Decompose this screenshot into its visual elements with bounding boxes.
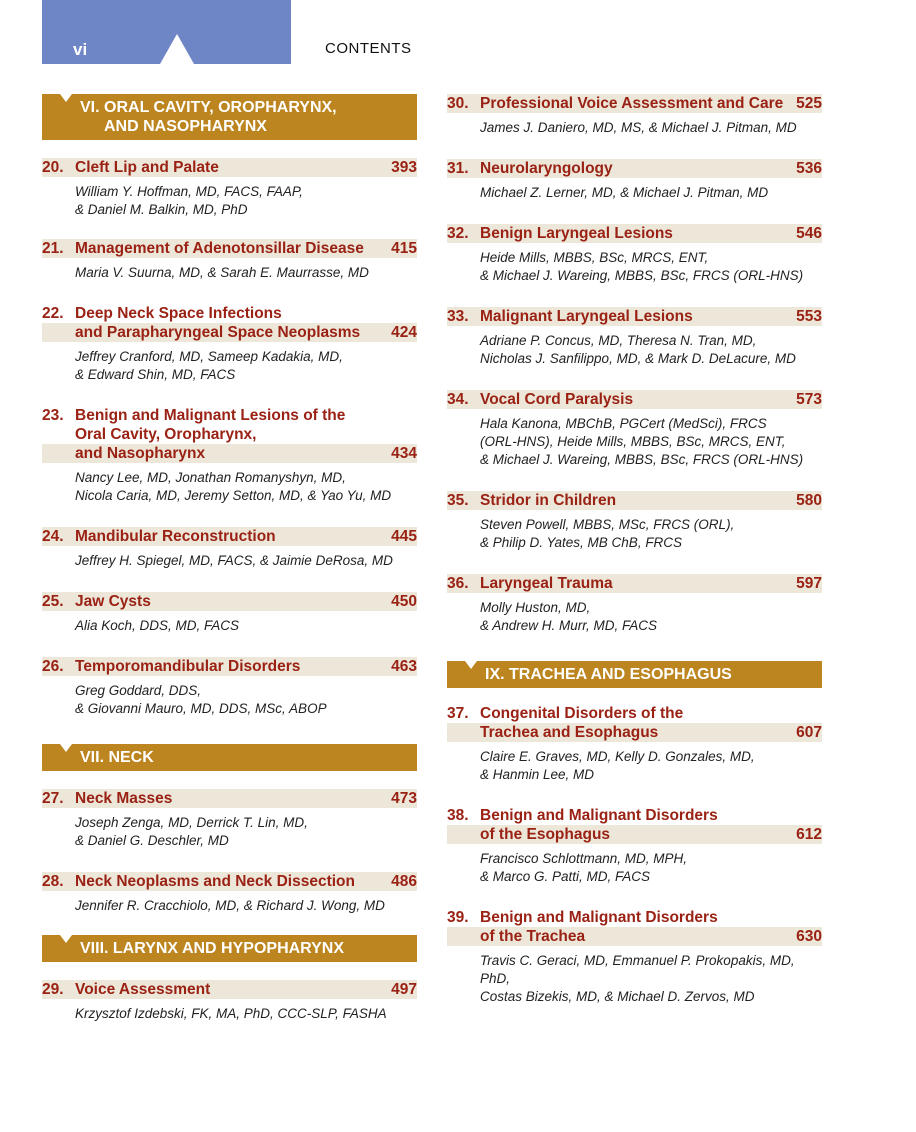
page-ref: 415 — [391, 240, 417, 257]
page-ref: 497 — [391, 981, 417, 998]
chapter-authors: Travis C. Geraci, MD, Emmanuel P. Prokopakis, MD, PhD, Costas Bizekis, MD, & Michael D. Zervos, MD — [480, 953, 795, 1004]
chapter-title-row[interactable]: 20. Cleft Lip and Palate 393 — [42, 159, 417, 176]
chapter-entry — [447, 704, 822, 784]
chapter-authors: Heide Mills, MBBS, BSc, MRCS, ENT, & Michael J. Wareing, MBBS, BSc, FRCS (ORL-HNS) — [480, 250, 804, 283]
chapter-authors: Joseph Zenga, MD, Derrick T. Lin, MD, & Daniel G. Deschler, MD — [75, 815, 308, 848]
chapter-authors: Jennifer R. Cracchiolo, MD, & Richard J. Wong, MD — [75, 898, 385, 913]
chapter-title-row[interactable]: 38. Benign and Malignant Disorders of the Esophagus 612 — [447, 807, 822, 843]
chapter-authors: Krzysztof Izdebski, FK, MA, PhD, CCC-SLP, FASHA — [75, 1006, 387, 1021]
page-ref: 525 — [796, 95, 822, 112]
chapter-title-row[interactable]: 35. Stridor in Children 580 — [447, 492, 822, 509]
chapter-authors: Michael Z. Lerner, MD, & Michael J. Pitman, MD — [480, 185, 769, 200]
chapter-title-row[interactable]: 31. Neurolaryngology 536 — [447, 160, 822, 177]
chapter-title-row[interactable]: 24. Mandibular Reconstruction 445 — [42, 528, 417, 545]
page-ref: 553 — [796, 308, 822, 325]
page-ref: 630 — [796, 928, 822, 945]
page-title: CONTENTS — [325, 40, 412, 57]
page-ref: 486 — [391, 873, 417, 890]
chapter-title-row[interactable]: 36. Laryngeal Trauma 597 — [447, 575, 822, 592]
chapter-entry — [42, 872, 417, 915]
chapter-title-row[interactable]: 21. Management of Adenotonsillar Disease 415 — [42, 240, 417, 257]
right-column — [447, 94, 822, 1006]
page-ref: 597 — [796, 575, 822, 592]
chapter-entry — [42, 592, 417, 635]
page-ref: 573 — [796, 391, 822, 408]
chapter-entry — [447, 94, 822, 137]
chapter-title-row[interactable]: 22. Deep Neck Space Infections and Parapharyngeal Space Neoplasms 424 — [42, 305, 417, 341]
chapter-authors: Greg Goddard, DDS, & Giovanni Mauro, MD, DDS, MSc, ABOP — [75, 683, 327, 716]
chapter-authors: Francisco Schlottmann, MD, MPH, & Marco G. Patti, MD, FACS — [480, 851, 688, 884]
section-heading: VIII. LARYNX AND HYPOPHARYNX — [42, 935, 417, 962]
chapter-title-row[interactable]: 39. Benign and Malignant Disorders of the Trachea 630 — [447, 909, 822, 945]
page-header-tab — [42, 0, 291, 64]
chapter-entry — [447, 806, 822, 886]
chapter-entry — [447, 307, 822, 368]
chapter-authors: James J. Daniero, MD, MS, & Michael J. Pitman, MD — [480, 120, 797, 135]
chapter-title-row[interactable]: 25. Jaw Cysts 450 — [42, 593, 417, 610]
chapter-title-row[interactable]: 26. Temporomandibular Disorders 463 — [42, 658, 417, 675]
section-heading: VII. NECK — [42, 744, 417, 771]
chapter-entry — [42, 406, 417, 505]
chapter-entry — [447, 159, 822, 202]
page-number: vi — [73, 40, 88, 59]
chapter-entry — [447, 908, 822, 1006]
chapter-entry — [447, 574, 822, 635]
page-ref: 445 — [391, 528, 417, 545]
chapter-authors: William Y. Hoffman, MD, FACS, FAAP, & Daniel M. Balkin, MD, PhD — [75, 184, 303, 217]
chapter-title-row[interactable]: 28. Neck Neoplasms and Neck Dissection 486 — [42, 873, 417, 890]
chapter-entry — [42, 527, 417, 570]
chapter-entry — [42, 657, 417, 718]
page-ref: 463 — [391, 658, 417, 675]
chapter-authors: Nancy Lee, MD, Jonathan Romanyshyn, MD, Nicola Caria, MD, Jeremy Setton, MD, & Yao Yu, MD — [75, 470, 392, 503]
chapter-authors: Jeffrey Cranford, MD, Sameep Kadakia, MD, & Edward Shin, MD, FACS — [75, 349, 343, 382]
chapter-entry — [42, 239, 417, 282]
page-ref: 434 — [391, 445, 417, 462]
chapter-entry — [42, 304, 417, 384]
page-ref: 546 — [796, 225, 822, 242]
chapter-title-row[interactable]: 30. Professional Voice Assessment and Care 525 — [447, 95, 822, 112]
chapter-entry — [42, 789, 417, 850]
page-ref: 612 — [796, 826, 822, 843]
chapter-title-row[interactable]: 29. Voice Assessment 497 — [42, 981, 417, 998]
left-column — [42, 94, 417, 1023]
chapter-title-row[interactable]: 23. Benign and Malignant Lesions of the Oral Cavity, Oropharynx, and Nasopharynx 434 — [42, 407, 417, 462]
page-ref: 473 — [391, 790, 417, 807]
chapter-entry — [447, 491, 822, 552]
section-heading: IX. TRACHEA AND ESOPHAGUS — [447, 661, 822, 688]
chapter-entry — [447, 224, 822, 285]
chapter-title-row[interactable]: 33. Malignant Laryngeal Lesions 553 — [447, 308, 822, 325]
page-ref: 424 — [391, 324, 417, 341]
chapter-title-row[interactable]: 34. Vocal Cord Paralysis 573 — [447, 391, 822, 408]
chapter-entry — [447, 390, 822, 469]
chapter-authors: Steven Powell, MBBS, MSc, FRCS (ORL), & Philip D. Yates, MB ChB, FRCS — [480, 517, 735, 550]
page-ref: 450 — [391, 593, 417, 610]
page-ref: 607 — [796, 724, 822, 741]
chapter-entry — [42, 980, 417, 1023]
chapter-authors: Jeffrey H. Spiegel, MD, FACS, & Jaimie DeRosa, MD — [75, 553, 393, 568]
chapter-authors: Claire E. Graves, MD, Kelly D. Gonzales, MD, & Hanmin Lee, MD — [480, 749, 755, 782]
chapter-entry — [42, 158, 417, 219]
chapter-authors: Molly Huston, MD, & Andrew H. Murr, MD, FACS — [480, 600, 658, 633]
header-triangle-decoration — [160, 34, 194, 64]
chapter-title-row[interactable]: 32. Benign Laryngeal Lesions 546 — [447, 225, 822, 242]
chapter-authors: Adriane P. Concus, MD, Theresa N. Tran, MD, Nicholas J. Sanfilippo, MD, & Mark D. DeLacure, MD — [480, 333, 796, 366]
chapter-title-row[interactable]: 37. Congenital Disorders of the Trachea and Esophagus 607 — [447, 705, 822, 741]
section-heading: VI. ORAL CAVITY, OROPHARYNX, AND NASOPHARYNX — [42, 94, 417, 140]
page-ref: 580 — [796, 492, 822, 509]
page-ref: 393 — [391, 159, 417, 176]
page-ref: 536 — [796, 160, 822, 177]
chapter-authors: Alia Koch, DDS, MD, FACS — [75, 618, 240, 633]
chapter-authors: Maria V. Suurna, MD, & Sarah E. Maurrasse, MD — [75, 265, 369, 280]
chapter-title-row[interactable]: 27. Neck Masses 473 — [42, 790, 417, 807]
chapter-authors: Hala Kanona, MBChB, PGCert (MedSci), FRCS (ORL-HNS), Heide Mills, MBBS, BSc, MRCS, ENT, & Michael J. Wareing, MBBS, BSc, FRCS (ORL-HNS) — [480, 416, 804, 467]
